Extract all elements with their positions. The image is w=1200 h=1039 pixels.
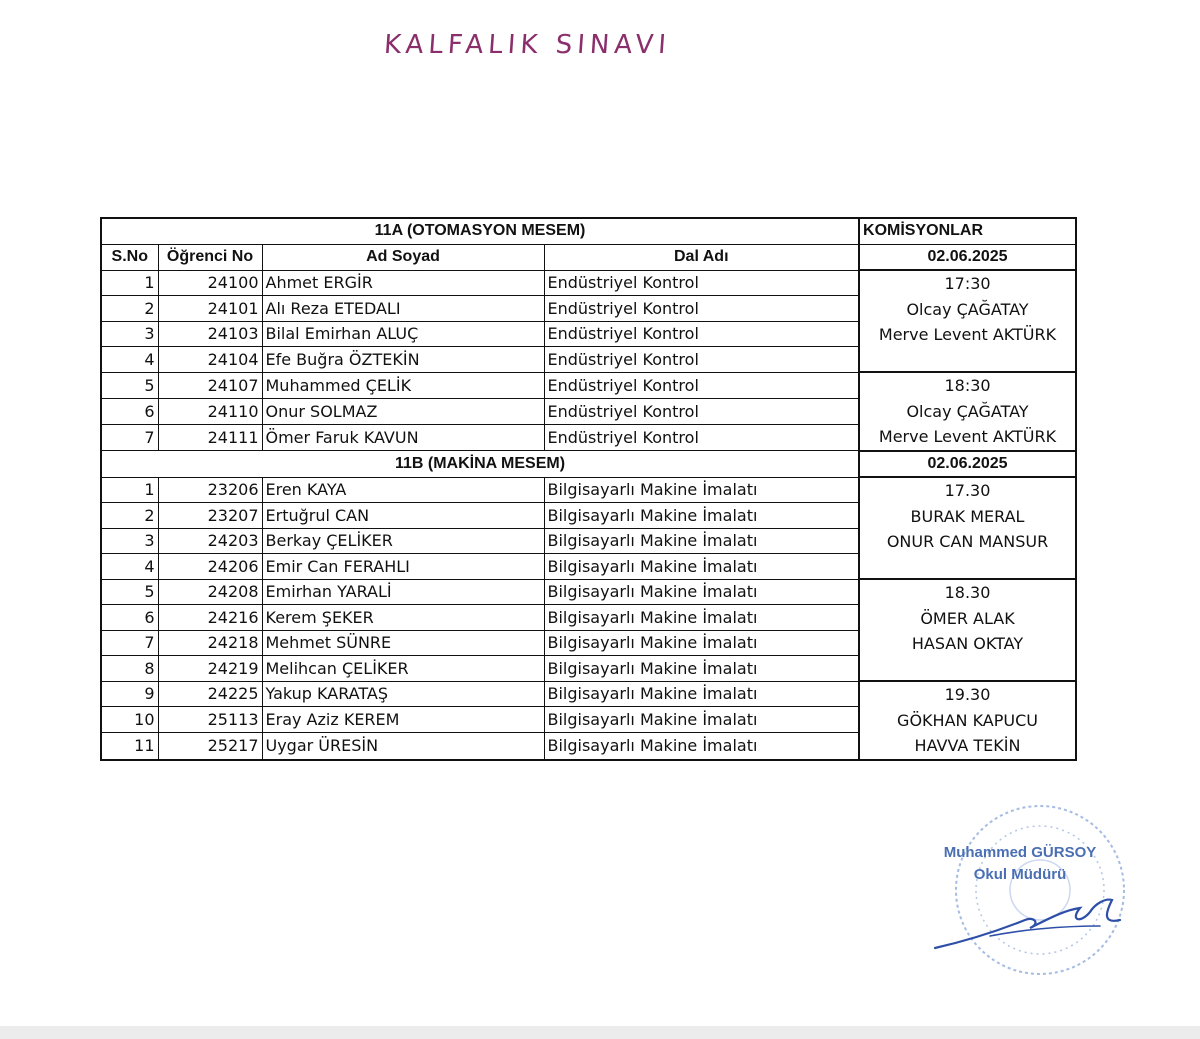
commission-member: Olcay ÇAĞATAY	[906, 401, 1029, 421]
sno-cell: 9	[101, 681, 158, 707]
principal-signature-block	[920, 800, 1140, 980]
sno-cell: 11	[101, 733, 158, 760]
student-no-cell: 24100	[158, 270, 262, 296]
commission-a2	[859, 372, 1076, 451]
student-no-cell: 24111	[158, 424, 262, 450]
sno-cell: 4	[101, 347, 158, 373]
commission-b1	[859, 477, 1076, 579]
student-no-cell: 24219	[158, 656, 262, 682]
commission-time: 17.30	[944, 481, 991, 500]
student-no-cell: 24103	[158, 321, 262, 347]
commission-time: 18.30	[944, 583, 991, 602]
class-b-date: 02.06.2025	[859, 451, 1076, 478]
commission-time: 18:30	[944, 376, 991, 395]
commission-a1	[859, 270, 1076, 372]
dal-cell: Bilgisayarlı Makine İmalatı	[544, 707, 859, 733]
dal-cell: Bilgisayarlı Makine İmalatı	[544, 477, 859, 503]
student-no-cell: 24208	[158, 579, 262, 605]
commission-b2	[859, 579, 1076, 681]
student-name-cell: Melihcan ÇELİKER	[262, 656, 544, 682]
student-no-cell: 24110	[158, 398, 262, 424]
table-row	[101, 372, 1076, 398]
student-no-cell: 24218	[158, 630, 262, 656]
commission-member: Merve Levent AKTÜRK	[878, 325, 1057, 344]
dal-cell: Endüstriyel Kontrol	[544, 424, 859, 450]
student-name-cell: Onur SOLMAZ	[262, 398, 544, 424]
student-name-cell: Eren KAYA	[262, 477, 544, 503]
student-name-cell: Mehmet SÜNRE	[262, 630, 544, 656]
sno-cell: 1	[101, 270, 158, 296]
commission-member: Olcay ÇAĞATAY	[906, 299, 1029, 319]
dal-cell: Bilgisayarlı Makine İmalatı	[544, 528, 859, 554]
sno-cell: 1	[101, 477, 158, 503]
student-no-cell: 24203	[158, 528, 262, 554]
commission-b3	[859, 681, 1076, 760]
student-name-cell: Ertuğrul CAN	[262, 503, 544, 529]
student-name-cell: Emirhan YARALİ	[262, 579, 544, 605]
commission-member: ONUR CAN MANSUR	[886, 532, 1049, 551]
student-no-cell: 23207	[158, 503, 262, 529]
commission-member: GÖKHAN KAPUCU	[897, 710, 1038, 730]
student-no-cell: 25113	[158, 707, 262, 733]
student-name-cell: Ahmet ERGİR	[262, 270, 544, 296]
sno-cell: 5	[101, 372, 158, 398]
dal-cell: Bilgisayarlı Makine İmalatı	[544, 579, 859, 605]
student-name-cell: Berkay ÇELİKER	[262, 528, 544, 554]
student-no-cell: 24107	[158, 372, 262, 398]
komisyonlar-header: KOMİSYONLAR	[859, 218, 1076, 244]
student-name-cell: Alı Reza ETEDALI	[262, 296, 544, 322]
sno-cell: 2	[101, 296, 158, 322]
commission-member: HASAN OKTAY	[911, 634, 1024, 653]
ogrenci-no-header: Öğrenci No	[158, 244, 262, 270]
student-name-cell: Efe Buğra ÖZTEKİN	[262, 347, 544, 373]
dal-cell: Bilgisayarlı Makine İmalatı	[544, 605, 859, 631]
dal-cell: Bilgisayarlı Makine İmalatı	[544, 503, 859, 529]
student-name-cell: Ömer Faruk KAVUN	[262, 424, 544, 450]
dal-cell: Bilgisayarlı Makine İmalatı	[544, 656, 859, 682]
dal-cell: Endüstriyel Kontrol	[544, 321, 859, 347]
sno-cell: 5	[101, 579, 158, 605]
sno-cell: 2	[101, 503, 158, 529]
student-no-cell: 25217	[158, 733, 262, 760]
dal-cell: Endüstriyel Kontrol	[544, 398, 859, 424]
class-b-title: 11B (MAKİNA MESEM)	[101, 451, 859, 478]
class-a-title: 11A (OTOMASYON MESEM)	[101, 218, 859, 244]
dal-cell: Bilgisayarlı Makine İmalatı	[544, 681, 859, 707]
student-name-cell: Uygar ÜRESİN	[262, 733, 544, 760]
student-name-cell: Yakup KARATAŞ	[262, 681, 544, 707]
student-no-cell: 24216	[158, 605, 262, 631]
table-row	[101, 681, 1076, 707]
sno-cell: 6	[101, 398, 158, 424]
student-no-cell: 24206	[158, 554, 262, 580]
dal-cell: Endüstriyel Kontrol	[544, 270, 859, 296]
page-bottom-edge	[0, 1026, 1200, 1039]
dal-cell: Bilgisayarlı Makine İmalatı	[544, 554, 859, 580]
sno-cell: 3	[101, 321, 158, 347]
dal-cell: Bilgisayarlı Makine İmalatı	[544, 630, 859, 656]
sno-cell: 6	[101, 605, 158, 631]
commission-time: 17:30	[944, 274, 991, 293]
class-a-date: 02.06.2025	[859, 244, 1076, 270]
sno-cell: 3	[101, 528, 158, 554]
student-name-cell: Kerem ŞEKER	[262, 605, 544, 631]
sno-header: S.No	[101, 244, 158, 270]
dal-cell: Endüstriyel Kontrol	[544, 347, 859, 373]
commission-member: ÖMER ALAK	[920, 608, 1015, 628]
handwritten-signature	[930, 890, 1130, 960]
principal-title: Okul Müdürü	[973, 866, 1067, 883]
student-no-cell: 24101	[158, 296, 262, 322]
exam-roster-table	[100, 217, 1077, 761]
commission-member: HAVVA TEKİN	[914, 736, 1021, 755]
sno-cell: 8	[101, 656, 158, 682]
sno-cell: 7	[101, 630, 158, 656]
dal-adi-header: Dal Adı	[544, 244, 859, 270]
student-no-cell: 24104	[158, 347, 262, 373]
commission-member: Merve Levent AKTÜRK	[878, 427, 1057, 446]
student-no-cell: 24225	[158, 681, 262, 707]
sno-cell: 10	[101, 707, 158, 733]
ad-soyad-header: Ad Soyad	[262, 244, 544, 270]
student-name-cell: Emir Can FERAHLI	[262, 554, 544, 580]
student-name-cell: Muhammed ÇELİK	[262, 372, 544, 398]
dal-cell: Bilgisayarlı Makine İmalatı	[544, 733, 859, 760]
student-name-cell: Eray Aziz KEREM	[262, 707, 544, 733]
table-row	[101, 270, 1076, 296]
commission-member: BURAK MERAL	[910, 506, 1025, 526]
table-row	[101, 477, 1076, 503]
handwritten-title: KALFALIK SINAVI	[382, 30, 672, 60]
table-row	[101, 579, 1076, 605]
sno-cell: 7	[101, 424, 158, 450]
dal-cell: Endüstriyel Kontrol	[544, 296, 859, 322]
principal-name: Muhammed GÜRSOY	[943, 844, 1097, 861]
student-name-cell: Bilal Emirhan ALUÇ	[262, 321, 544, 347]
sno-cell: 4	[101, 554, 158, 580]
student-no-cell: 23206	[158, 477, 262, 503]
commission-time: 19.30	[944, 685, 991, 704]
dal-cell: Endüstriyel Kontrol	[544, 372, 859, 398]
